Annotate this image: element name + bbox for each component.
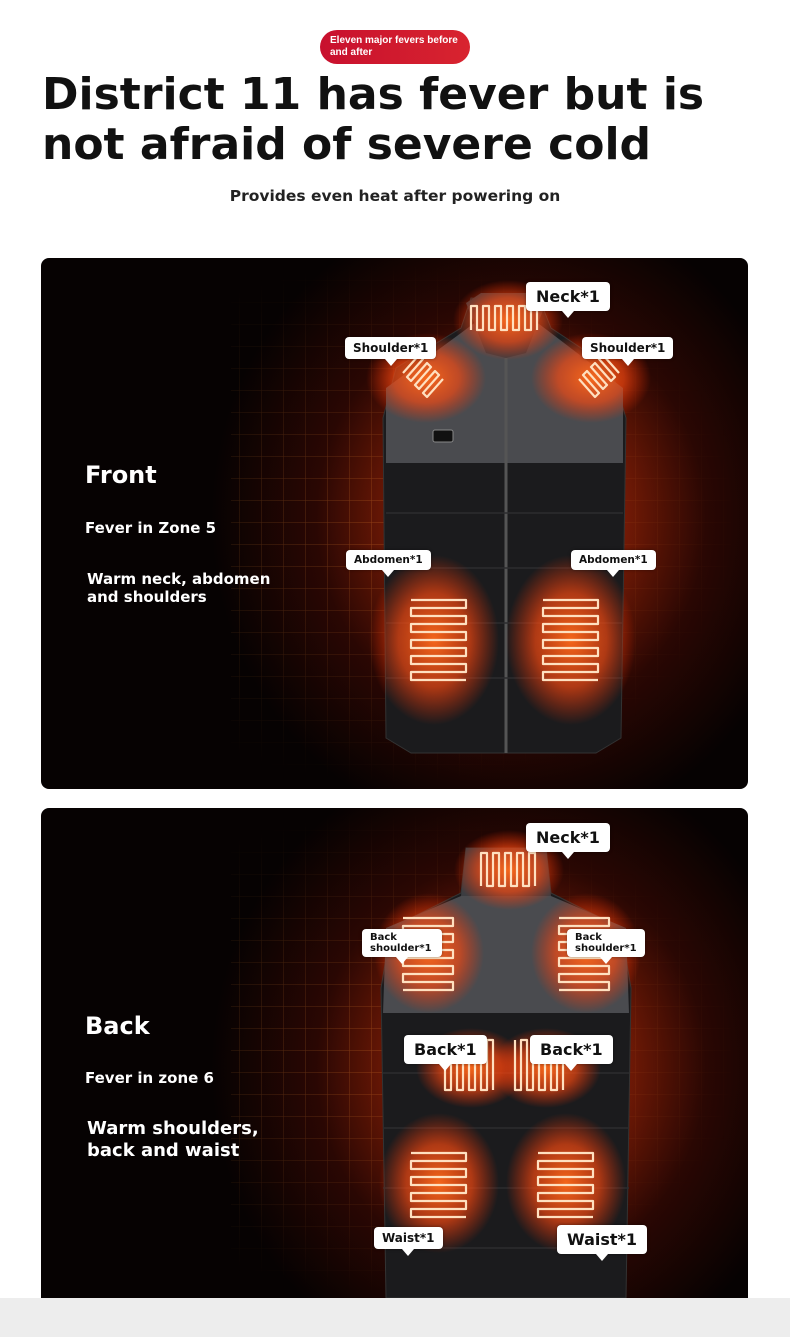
tag-front-abdomen-left: Abdomen*1: [346, 550, 431, 570]
tag-waist-left: Waist*1: [374, 1227, 443, 1249]
back-zone-count: Fever in zone 6: [85, 1069, 214, 1087]
front-panel: [41, 258, 748, 789]
page-title: District 11 has fever but is not afraid of severe cold: [42, 69, 705, 170]
back-heading: Back: [85, 1012, 150, 1040]
tag-front-neck: Neck*1: [526, 282, 610, 311]
front-heading: Front: [85, 461, 157, 489]
tag-back-left: Back*1: [404, 1035, 487, 1064]
back-panel: [41, 808, 748, 1298]
tag-back-shoulder-left: Back shoulder*1: [362, 929, 442, 957]
tag-back-shoulder-right: Back shoulder*1: [567, 929, 645, 957]
footer-bar: [0, 1298, 790, 1337]
tag-back-right: Back*1: [530, 1035, 613, 1064]
tag-back-neck: Neck*1: [526, 823, 610, 852]
page-subtitle: Provides even heat after powering on: [229, 187, 561, 205]
promo-badge: Eleven major fevers before and after: [320, 30, 470, 64]
tag-front-shoulder-right: Shoulder*1: [582, 337, 673, 359]
tag-front-shoulder-left: Shoulder*1: [345, 337, 436, 359]
tag-front-abdomen-right: Abdomen*1: [571, 550, 656, 570]
back-description: Warm shoulders, back and waist: [87, 1118, 259, 1161]
front-description: Warm neck, abdomen and shoulders: [87, 570, 271, 606]
front-zone-count: Fever in Zone 5: [85, 519, 217, 537]
tag-waist-right: Waist*1: [557, 1225, 647, 1254]
